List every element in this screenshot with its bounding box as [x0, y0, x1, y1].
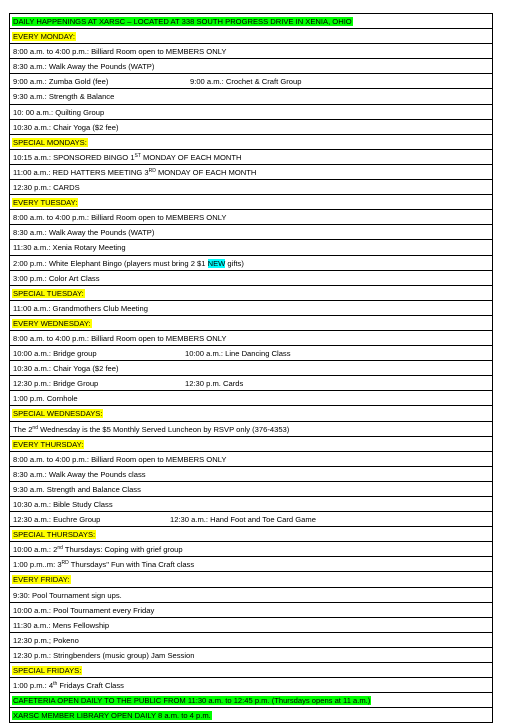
- section-header-row: [10, 195, 492, 210]
- schedule-text: [12, 334, 227, 343]
- entry-text-cont: Fridays Craft Class: [57, 681, 124, 691]
- section-label: [12, 530, 96, 539]
- entry-text: 2:00 p.m.: White Elephant Bingo (players must bring 2 $1: [13, 258, 208, 268]
- schedule-row: [10, 256, 492, 271]
- entry-text: 10:00 a.m.: Pool Tournament every Friday: [13, 605, 155, 615]
- schedule-text: [12, 485, 142, 494]
- schedule-text: [12, 92, 115, 101]
- schedule-text: [12, 153, 243, 162]
- schedule-text: [12, 349, 98, 358]
- section-header-row: [10, 663, 492, 678]
- schedule-row: [10, 44, 492, 59]
- ordinal-suffix: RD: [61, 560, 69, 567]
- schedule-row: [10, 59, 492, 74]
- entry-text: CAFETERIA OPEN DAILY TO THE PUBLIC FROM 11:30 a.m. to 12:45 p.m. (Thursdays opens at 11 a.m.): [13, 696, 371, 706]
- second-column-entry: 9:00 a.m.: Crochet & Craft Group: [190, 77, 302, 87]
- entry-text: 1:00 p.m. Cornhole: [13, 394, 78, 404]
- entry-text: 11:30 a.m.: Xenia Rotary Meeting: [13, 243, 126, 253]
- schedule-text: [12, 425, 290, 434]
- schedule-row: [10, 74, 492, 89]
- section-header-row: [10, 406, 492, 421]
- schedule-row: [10, 240, 492, 255]
- entry-text: 8:30 a.m.: Walk Away the Pounds (WATP): [13, 228, 155, 238]
- schedule-row: [10, 422, 492, 437]
- entry-text: SPECIAL WEDNESDAYS:: [13, 409, 103, 419]
- schedule-text: [12, 394, 79, 403]
- entry-text: 11:30 a.m.: Mens Fellowship: [13, 620, 110, 630]
- section-label: [12, 138, 88, 147]
- schedule-row: [10, 452, 492, 467]
- schedule-row: [10, 391, 492, 406]
- entry-text: 9:00 a.m.: Zumba Gold (fee): [13, 77, 109, 87]
- ordinal-suffix: ST: [134, 152, 141, 159]
- entry-text: XARSC MEMBER LIBRARY OPEN DAILY 8 a.m. to 4 p.m.: [13, 711, 211, 721]
- section-header-row: [10, 572, 492, 587]
- section-label: [12, 289, 85, 298]
- schedule-row: [10, 588, 492, 603]
- page-title: [12, 17, 353, 26]
- entry-text: 8:30 a.m.: Walk Away the Pounds (WATP): [13, 62, 155, 72]
- schedule-text: [12, 621, 110, 630]
- entry-text: 1:00 p.m.: 4: [13, 681, 54, 691]
- entry-text-cont: gifts): [225, 258, 244, 268]
- schedule-row: [10, 271, 492, 286]
- schedule-row: [10, 512, 492, 527]
- schedule-text: [12, 470, 147, 479]
- schedule-text: [12, 636, 80, 645]
- section-header-row: [10, 437, 492, 452]
- section-header-row: [10, 286, 492, 301]
- notice-row: [10, 693, 492, 708]
- entry-text: 10:30 a.m.: Chair Yoga ($2 fee): [13, 364, 119, 374]
- schedule-row: [10, 225, 492, 240]
- schedule-row: [10, 361, 492, 376]
- section-header-row: [10, 135, 492, 150]
- schedule-row: [10, 648, 492, 663]
- schedule-text: [12, 213, 227, 222]
- entry-text: 10:00 a.m.: 2: [13, 545, 58, 555]
- entry-text: 8:00 a.m. to 4:00 p.m.: Billiard Room open to MEMBERS ONLY: [13, 454, 227, 464]
- schedule-row: [10, 346, 492, 361]
- second-column-entry: 12:30 a.m.: Hand Foot and Toe Card Game: [170, 515, 316, 525]
- section-label: [12, 440, 84, 449]
- entry-text-cont: Thursdays: Coping with grief group: [62, 545, 183, 555]
- schedule-text: [12, 108, 105, 117]
- section-header-row: [10, 527, 492, 542]
- entry-text-cont: Thursdays" Fun with Tina Craft class: [68, 560, 195, 570]
- entry-text: 10:00 a.m.: Bridge group: [13, 349, 97, 359]
- entry-text: 8:00 a.m. to 4:00 p.m.: Billiard Room open to MEMBERS ONLY: [13, 213, 227, 223]
- new-highlight: NEW: [207, 258, 226, 268]
- entry-text-cont: MONDAY OF EACH MONTH: [140, 152, 242, 162]
- entry-text: 10: 00 a.m.: Quilting Group: [13, 107, 105, 117]
- schedule-row: [10, 180, 492, 195]
- entry-text: DAILY HAPPENINGS AT XARSC – LOCATED AT 338 SOUTH PROGRESS DRIVE IN XENIA, OHIO: [13, 17, 352, 26]
- schedule-text: [12, 560, 195, 569]
- entry-text: 10:30 a.m.: Bible Study Class: [13, 500, 113, 509]
- schedule-text: [12, 123, 120, 132]
- schedule-row: [10, 331, 492, 346]
- schedule-row: [10, 618, 492, 633]
- schedule-text: [12, 62, 155, 71]
- schedule-row: [10, 301, 492, 316]
- entry-text-cont: Wednesday is the $5 Monthly Served Luncheon by RSVP only (376-4353): [37, 424, 290, 434]
- entry-text: 9:30 a.m. Strength and Balance Class: [13, 484, 141, 494]
- section-label: [12, 32, 76, 41]
- notice-row: [10, 708, 492, 723]
- ordinal-suffix: RD: [148, 167, 156, 174]
- schedule-text: [12, 77, 109, 86]
- section-label: [12, 575, 71, 584]
- schedule-row: [10, 165, 492, 180]
- schedule-text: [12, 379, 99, 388]
- entry-text: SPECIAL FRIDAYS:: [13, 666, 82, 676]
- second-column-entry: 10:00 a.m.: Line Dancing Class: [185, 349, 291, 359]
- entry-text-cont: MONDAY OF EACH MONTH: [155, 167, 257, 177]
- entry-text: EVERY MONDAY:: [13, 32, 76, 42]
- schedule-text: [12, 500, 114, 509]
- entry-text: 11:00 a.m.: Grandmothers Club Meeting: [13, 303, 148, 313]
- schedule-row: [10, 603, 492, 618]
- section-header-row: [10, 316, 492, 331]
- schedule-row: [10, 210, 492, 225]
- entry-text: 1:00 p.m..m: 3: [13, 560, 62, 570]
- schedule-text: [12, 515, 101, 524]
- schedule-text: [12, 651, 196, 660]
- schedule-text: [12, 304, 149, 313]
- entry-text: 8:30 a.m.: Walk Away the Pounds class: [13, 469, 146, 479]
- section-header-row: [10, 29, 492, 44]
- entry-text: EVERY FRIDAY:: [13, 575, 70, 585]
- schedule-row: [10, 89, 492, 104]
- entry-text: 11:00 a.m.: RED HATTERS MEETING 3: [13, 167, 149, 177]
- schedule-row: [10, 120, 492, 135]
- schedule-row: [10, 105, 492, 120]
- schedule-text: [12, 364, 120, 373]
- entry-text: EVERY WEDNESDAY:: [13, 318, 91, 328]
- schedule-row: [10, 497, 492, 512]
- schedule-text: [12, 545, 184, 554]
- ordinal-suffix: nd: [57, 545, 63, 552]
- schedule-table: [9, 13, 493, 723]
- section-label: [12, 198, 78, 207]
- ordinal-suffix: th: [53, 681, 58, 688]
- schedule-text: [12, 183, 81, 192]
- title-row: [10, 14, 492, 29]
- entry-text: 12:30 p.m.: Stringbenders (music group) Jam Session: [13, 650, 195, 660]
- schedule-text: [12, 243, 127, 252]
- entry-text: 9:30 a.m.: Strength & Balance: [13, 92, 115, 102]
- schedule-text: [12, 47, 227, 56]
- schedule-row: [10, 678, 492, 693]
- second-column-entry: 12:30 p.m. Cards: [185, 379, 244, 389]
- schedule-text: [12, 681, 125, 690]
- entry-text: 10:15 a.m.: SPONSORED BINGO 1: [13, 152, 135, 162]
- schedule-text: [12, 274, 101, 283]
- entry-text: 10:30 a.m.: Chair Yoga ($2 fee): [13, 122, 119, 132]
- entry-text: SPECIAL MONDAYS:: [13, 137, 87, 147]
- schedule-text: [12, 696, 371, 705]
- schedule-text: [12, 168, 257, 177]
- entry-text: 8:00 a.m. to 4:00 p.m.: Billiard Room open to MEMBERS ONLY: [13, 333, 227, 343]
- ordinal-suffix: nd: [32, 424, 38, 431]
- schedule-text: [12, 711, 212, 720]
- entry-text: 3:00 p.m.: Color Art Class: [13, 273, 100, 283]
- entry-text: 12:30 p.m.; Pokeno: [13, 635, 79, 645]
- entry-text: 12:30 p.m.: Bridge Group: [13, 379, 99, 389]
- entry-text: The 2: [13, 424, 33, 434]
- schedule-text: [12, 455, 227, 464]
- entry-text: 12:30 p.m.: CARDS: [13, 183, 80, 193]
- schedule-row: [10, 557, 492, 572]
- entry-text: 12:30 a.m.: Euchre Group: [13, 515, 101, 525]
- entry-text: SPECIAL TUESDAY:: [13, 288, 84, 298]
- schedule-row: [10, 467, 492, 482]
- schedule-text: [12, 228, 155, 237]
- entry-text: SPECIAL THURSDAYS:: [13, 530, 96, 540]
- schedule-row: [10, 542, 492, 557]
- section-label: [12, 409, 103, 418]
- schedule-row: [10, 376, 492, 391]
- schedule-text: [12, 591, 123, 600]
- schedule-row: [10, 150, 492, 165]
- schedule-row: [10, 633, 492, 648]
- schedule-row: [10, 482, 492, 497]
- entry-text: 8:00 a.m. to 4:00 p.m.: Billiard Room open to MEMBERS ONLY: [13, 47, 227, 57]
- schedule-text: [12, 259, 245, 268]
- entry-text: EVERY TUESDAY:: [13, 198, 78, 208]
- section-label: [12, 666, 82, 675]
- entry-text: EVERY THURSDAY:: [13, 439, 84, 449]
- entry-text: 9:30: Pool Tournament sign ups.: [13, 590, 122, 600]
- section-label: [12, 319, 92, 328]
- schedule-text: [12, 606, 155, 615]
